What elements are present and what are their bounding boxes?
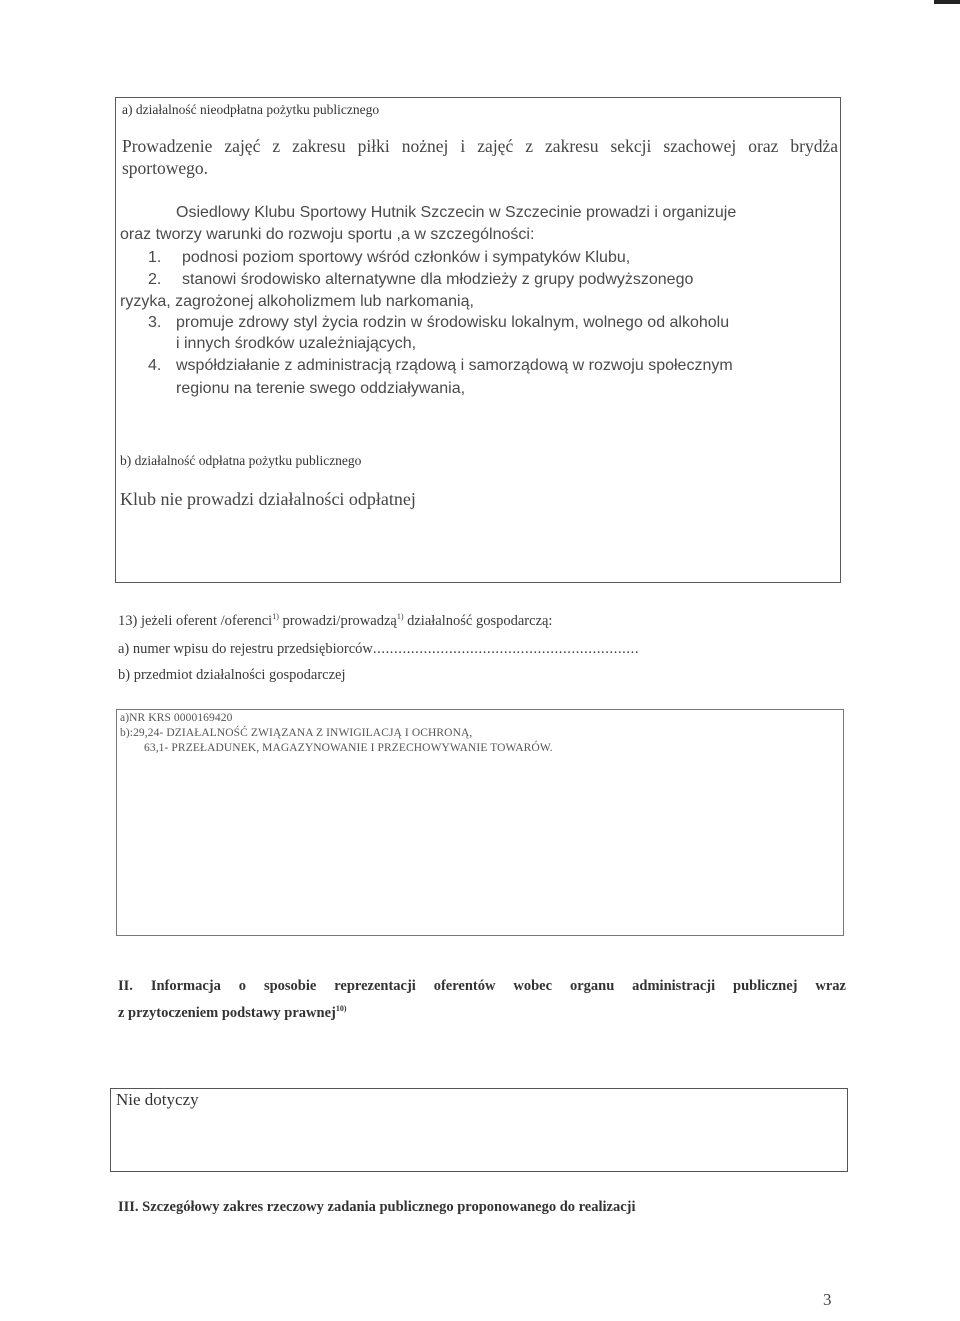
footnote-ref: 10) (335, 1004, 347, 1014)
item-text: stanowi środowisko alternatywne dla młodzieży z grupy podwyższonego (182, 271, 694, 288)
representation-box (110, 1088, 848, 1172)
item-number: 1. (148, 249, 162, 266)
section-b-label: b) działalność odpłatna pożytku publicznego (120, 453, 362, 468)
item-text: współdziałanie z administracją rządową i samorządową w rozwoju społecznym (176, 357, 733, 374)
point-13-text: działalność gospodarczą: (403, 613, 553, 629)
item-number: 4. (148, 357, 162, 374)
section-a-para-line1: Osiedlowy Klubu Sportowy Hutnik Szczecin w Szczecinie prowadzi i organizuje (176, 204, 737, 221)
section-ii-heading-line2 (118, 1005, 347, 1022)
activities-box (115, 97, 841, 583)
registry-number-line (118, 641, 639, 658)
business-subject-label: b) przedmiot działalności gospodarczej (118, 667, 346, 683)
point-13-text: 13) jeżeli oferent /oferenci (118, 613, 273, 629)
section-a-label: a) działalność nieodpłatna pożytku publicznego (122, 102, 380, 117)
representation-text: Nie dotyczy (116, 1090, 199, 1109)
point-13-line (118, 613, 552, 630)
business-activity-line: 63,1- PRZEŁADUNEK, MAGAZYNOWANIE I PRZECHOWYWANIE TOWARÓW. (144, 742, 553, 754)
footnote-ref: 1) (396, 612, 404, 622)
section-ii-heading-text: z przytoczeniem podstawy prawnej (118, 1005, 336, 1021)
item-text: promuje zdrowy styl życia rodzin w środowisku lokalnym, wolnego od alkoholu (176, 314, 730, 331)
point-13-text: prowadzi/prowadzą (278, 613, 397, 629)
item-text-continued: regionu na terenie swego oddziaływania, (176, 380, 466, 397)
item-number: 3. (148, 314, 162, 331)
business-activity-box (116, 709, 844, 936)
section-iii-heading: III. Szczegółowy zakres rzeczowy zadania publicznego proponowanego do realizacji (118, 1199, 636, 1215)
footnote-ref: 1) (272, 612, 279, 622)
page-number: 3 (823, 1290, 832, 1309)
item-number: 2. (148, 271, 162, 288)
section-a-intro-line1: Prowadzenie zajęć z zakresu piłki nożnej i zajęć z zakresu sekcji szachowej oraz brydża (122, 136, 838, 156)
item-text: podnosi poziom sportowy wśród członków i sympatyków Klubu, (182, 249, 631, 266)
krs-number: a)NR KRS 0000169420 (120, 712, 233, 724)
registry-number-label: a) numer wpisu do rejestru przedsiębiorców (118, 641, 373, 657)
item-text-continued: i innych środków uzależniających, (176, 335, 417, 352)
section-a-intro-line2: sportowego. (122, 158, 209, 178)
section-a-para-line2: oraz tworzy warunki do rozwoju sportu ,a w szczególności: (120, 226, 535, 243)
section-ii-heading: II. Informacja o sposobie reprezentacji oferentów wobec organu administracji publicznej wraz (118, 978, 846, 994)
scan-corner-mark (934, 0, 960, 4)
item-text-continued: ryzyka, zagrożonej alkoholizmem lub narkomanią, (120, 293, 474, 310)
business-activity-line: b):29,24- DZIAŁALNOŚĆ ZWIĄZANA Z INWIGILACJĄ I OCHRONĄ, (120, 727, 473, 739)
section-b-text: Klub nie prowadzi działalności odpłatnej (120, 489, 416, 509)
registry-number-dots: ............................................................... (372, 641, 640, 657)
